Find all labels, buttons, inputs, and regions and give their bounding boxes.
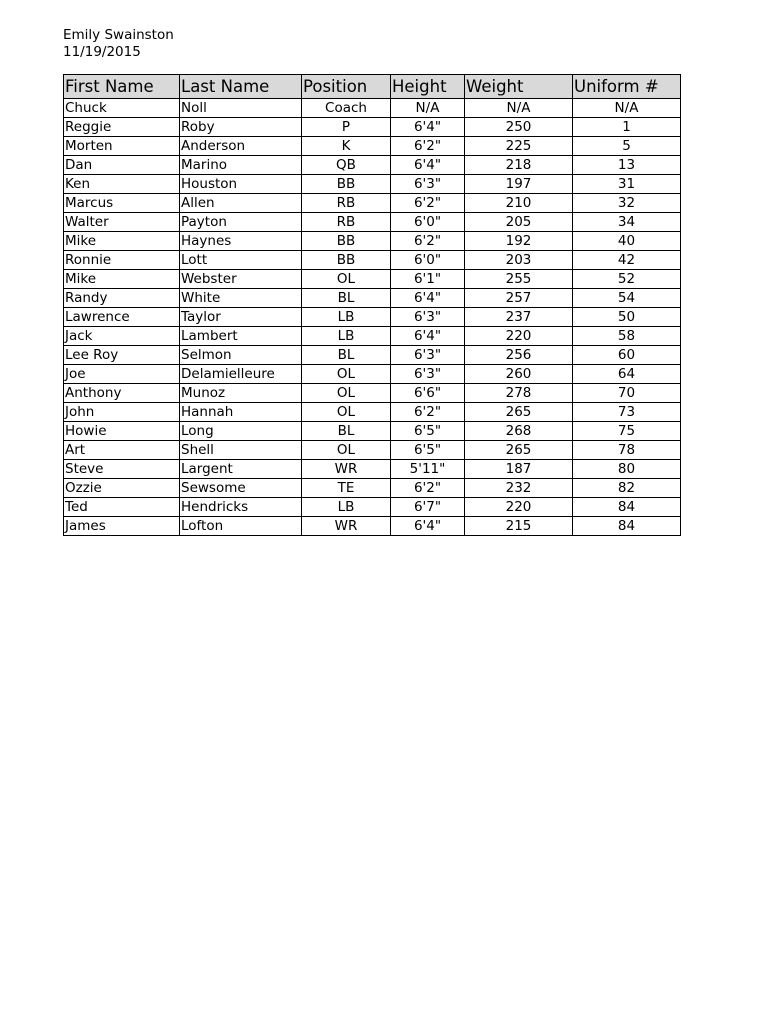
cell-first-name: Ozzie	[64, 479, 180, 498]
cell-last-name: Lambert	[180, 327, 302, 346]
table-row	[64, 175, 681, 194]
cell-weight: 260	[465, 365, 573, 384]
column-header-weight: Weight	[465, 75, 573, 99]
cell-last-name: Allen	[180, 194, 302, 213]
cell-last-name: Taylor	[180, 308, 302, 327]
cell-last-name: Webster	[180, 270, 302, 289]
table-row	[64, 441, 681, 460]
cell-first-name: Steve	[64, 460, 180, 479]
cell-uniform-number: 54	[573, 289, 681, 308]
column-header-first-name: First Name	[64, 75, 180, 99]
cell-position: LB	[302, 327, 391, 346]
cell-last-name: Munoz	[180, 384, 302, 403]
cell-uniform-number: N/A	[573, 99, 681, 118]
table-row	[64, 99, 681, 118]
cell-first-name: Howie	[64, 422, 180, 441]
cell-first-name: Marcus	[64, 194, 180, 213]
cell-height: 6'1"	[391, 270, 465, 289]
cell-height: 6'2"	[391, 137, 465, 156]
cell-height: 6'4"	[391, 118, 465, 137]
author-name: Emily Swainston	[63, 27, 174, 43]
table-row	[64, 137, 681, 156]
cell-last-name: Hannah	[180, 403, 302, 422]
cell-position: OL	[302, 384, 391, 403]
cell-height: 6'2"	[391, 403, 465, 422]
cell-first-name: Chuck	[64, 99, 180, 118]
cell-height: 6'2"	[391, 194, 465, 213]
cell-position: K	[302, 137, 391, 156]
cell-first-name: Ronnie	[64, 251, 180, 270]
cell-first-name: Mike	[64, 232, 180, 251]
table-row	[64, 194, 681, 213]
table-row	[64, 422, 681, 441]
cell-weight: 232	[465, 479, 573, 498]
cell-uniform-number: 73	[573, 403, 681, 422]
cell-uniform-number: 1	[573, 118, 681, 137]
cell-uniform-number: 40	[573, 232, 681, 251]
cell-uniform-number: 32	[573, 194, 681, 213]
cell-uniform-number: 34	[573, 213, 681, 232]
cell-last-name: Shell	[180, 441, 302, 460]
cell-first-name: Anthony	[64, 384, 180, 403]
cell-uniform-number: 64	[573, 365, 681, 384]
cell-last-name: Long	[180, 422, 302, 441]
cell-first-name: John	[64, 403, 180, 422]
cell-last-name: Lofton	[180, 517, 302, 536]
cell-height: 6'3"	[391, 175, 465, 194]
cell-uniform-number: 52	[573, 270, 681, 289]
cell-weight: 215	[465, 517, 573, 536]
cell-first-name: Lawrence	[64, 308, 180, 327]
cell-last-name: Lott	[180, 251, 302, 270]
table-row	[64, 251, 681, 270]
table-row	[64, 365, 681, 384]
cell-first-name: Ted	[64, 498, 180, 517]
cell-first-name: Art	[64, 441, 180, 460]
cell-uniform-number: 31	[573, 175, 681, 194]
cell-height: 6'5"	[391, 422, 465, 441]
cell-weight: 265	[465, 441, 573, 460]
cell-position: OL	[302, 403, 391, 422]
cell-position: WR	[302, 517, 391, 536]
cell-weight: 192	[465, 232, 573, 251]
table-row	[64, 308, 681, 327]
roster-table	[63, 74, 681, 536]
cell-height: 6'3"	[391, 365, 465, 384]
cell-position: LB	[302, 308, 391, 327]
cell-last-name: Hendricks	[180, 498, 302, 517]
cell-height: 6'5"	[391, 441, 465, 460]
cell-last-name: Delamielleure	[180, 365, 302, 384]
cell-uniform-number: 13	[573, 156, 681, 175]
table-row	[64, 232, 681, 251]
cell-uniform-number: 80	[573, 460, 681, 479]
cell-weight: 250	[465, 118, 573, 137]
cell-height: 6'3"	[391, 308, 465, 327]
cell-weight: 218	[465, 156, 573, 175]
cell-position: BL	[302, 422, 391, 441]
cell-last-name: Selmon	[180, 346, 302, 365]
cell-uniform-number: 75	[573, 422, 681, 441]
cell-height: 6'4"	[391, 517, 465, 536]
cell-uniform-number: 42	[573, 251, 681, 270]
table-row	[64, 498, 681, 517]
cell-position: OL	[302, 365, 391, 384]
cell-uniform-number: 78	[573, 441, 681, 460]
cell-position: QB	[302, 156, 391, 175]
cell-height: 6'4"	[391, 327, 465, 346]
cell-last-name: Marino	[180, 156, 302, 175]
cell-weight: 265	[465, 403, 573, 422]
cell-uniform-number: 5	[573, 137, 681, 156]
cell-first-name: Morten	[64, 137, 180, 156]
table-row	[64, 479, 681, 498]
cell-weight: 256	[465, 346, 573, 365]
cell-height: 6'6"	[391, 384, 465, 403]
cell-last-name: Payton	[180, 213, 302, 232]
cell-position: BB	[302, 232, 391, 251]
cell-weight: 268	[465, 422, 573, 441]
cell-height: 6'4"	[391, 156, 465, 175]
cell-weight: 278	[465, 384, 573, 403]
cell-uniform-number: 82	[573, 479, 681, 498]
cell-height: 5'11"	[391, 460, 465, 479]
cell-last-name: Houston	[180, 175, 302, 194]
table-header-row	[64, 75, 681, 99]
table-row	[64, 517, 681, 536]
table-row	[64, 289, 681, 308]
cell-height: 6'7"	[391, 498, 465, 517]
column-header-position: Position	[302, 75, 391, 99]
cell-uniform-number: 84	[573, 498, 681, 517]
table-row	[64, 403, 681, 422]
cell-position: RB	[302, 213, 391, 232]
cell-weight: 205	[465, 213, 573, 232]
cell-position: WR	[302, 460, 391, 479]
cell-position: P	[302, 118, 391, 137]
cell-position: OL	[302, 270, 391, 289]
cell-height: 6'4"	[391, 289, 465, 308]
table-row	[64, 213, 681, 232]
cell-weight: 255	[465, 270, 573, 289]
cell-position: OL	[302, 441, 391, 460]
document-header	[63, 27, 174, 61]
cell-first-name: Ken	[64, 175, 180, 194]
cell-first-name: James	[64, 517, 180, 536]
column-header-last-name: Last Name	[180, 75, 302, 99]
cell-weight: 203	[465, 251, 573, 270]
cell-first-name: Dan	[64, 156, 180, 175]
cell-height: 6'2"	[391, 479, 465, 498]
cell-weight: 220	[465, 327, 573, 346]
cell-uniform-number: 58	[573, 327, 681, 346]
cell-position: RB	[302, 194, 391, 213]
cell-weight: 220	[465, 498, 573, 517]
table-row	[64, 156, 681, 175]
cell-uniform-number: 70	[573, 384, 681, 403]
cell-first-name: Jack	[64, 327, 180, 346]
cell-height: 6'3"	[391, 346, 465, 365]
cell-position: BB	[302, 175, 391, 194]
cell-last-name: Largent	[180, 460, 302, 479]
column-header-height: Height	[391, 75, 465, 99]
document-date: 11/19/2015	[63, 44, 141, 60]
cell-position: BL	[302, 289, 391, 308]
table-row	[64, 327, 681, 346]
cell-first-name: Joe	[64, 365, 180, 384]
cell-uniform-number: 50	[573, 308, 681, 327]
table-row	[64, 270, 681, 289]
table-row	[64, 460, 681, 479]
table-body	[64, 99, 681, 536]
cell-height: 6'2"	[391, 232, 465, 251]
cell-position: Coach	[302, 99, 391, 118]
cell-weight: 237	[465, 308, 573, 327]
column-header-uniform-number: Uniform #	[573, 75, 681, 99]
cell-first-name: Randy	[64, 289, 180, 308]
cell-weight: 210	[465, 194, 573, 213]
cell-last-name: White	[180, 289, 302, 308]
cell-position: BB	[302, 251, 391, 270]
cell-last-name: Sewsome	[180, 479, 302, 498]
cell-uniform-number: 84	[573, 517, 681, 536]
cell-weight: 197	[465, 175, 573, 194]
cell-weight: 187	[465, 460, 573, 479]
cell-last-name: Haynes	[180, 232, 302, 251]
cell-last-name: Roby	[180, 118, 302, 137]
cell-last-name: Noll	[180, 99, 302, 118]
cell-first-name: Lee Roy	[64, 346, 180, 365]
cell-last-name: Anderson	[180, 137, 302, 156]
cell-first-name: Walter	[64, 213, 180, 232]
cell-first-name: Reggie	[64, 118, 180, 137]
cell-position: BL	[302, 346, 391, 365]
cell-first-name: Mike	[64, 270, 180, 289]
table-row	[64, 346, 681, 365]
cell-weight: N/A	[465, 99, 573, 118]
cell-position: LB	[302, 498, 391, 517]
cell-height: N/A	[391, 99, 465, 118]
cell-weight: 225	[465, 137, 573, 156]
cell-uniform-number: 60	[573, 346, 681, 365]
cell-height: 6'0"	[391, 251, 465, 270]
cell-position: TE	[302, 479, 391, 498]
table-row	[64, 118, 681, 137]
cell-weight: 257	[465, 289, 573, 308]
cell-height: 6'0"	[391, 213, 465, 232]
table-row	[64, 384, 681, 403]
